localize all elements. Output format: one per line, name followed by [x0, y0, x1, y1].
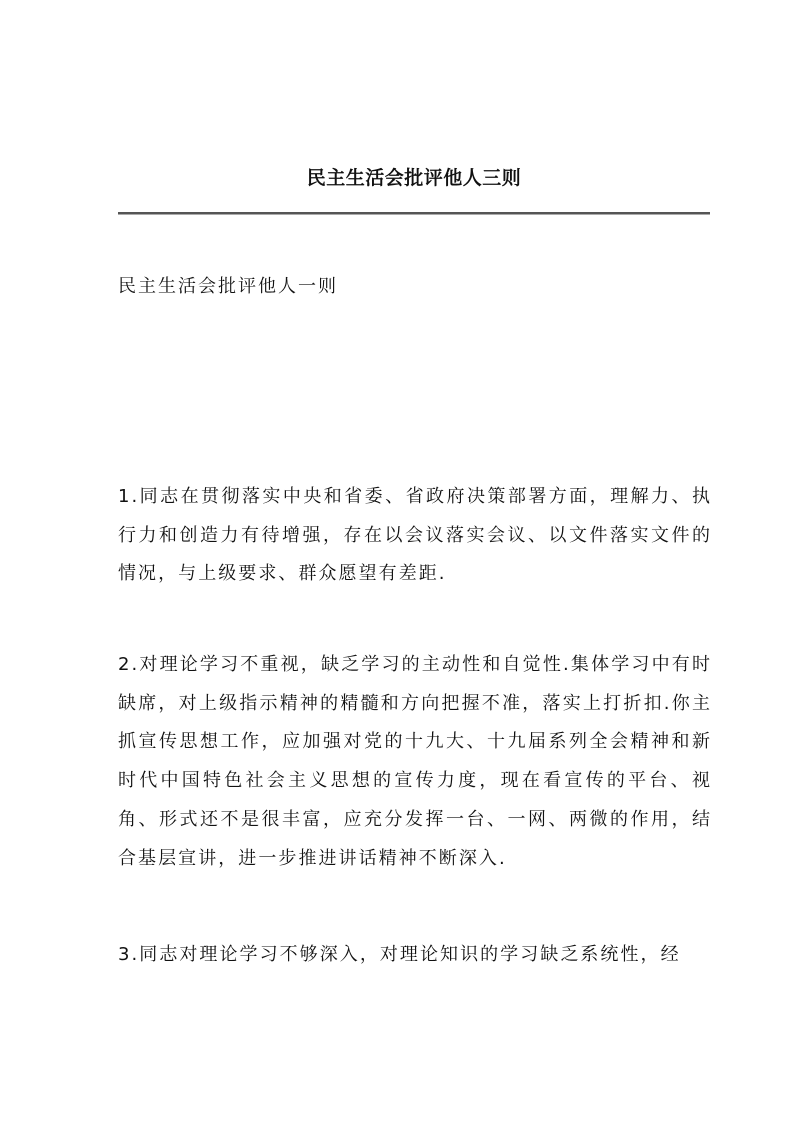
section-heading: 民主生活会批评他人一则: [118, 276, 338, 297]
paragraph-2: 2.对理论学习不重视，缺乏学习的主动性和自觉性.集体学习中有时缺席，对上级指示精神的精髓和方向把握不准，落实上打折扣.你主抓宣传思想工作，应加强对党的十九大、十九届系列全会精神和新时代中国特色社会主义思想的宣传力度，现在看宣传的平台、视角、形式还不是很丰富，应充分发挥一台、一网、两微的作用，结合基层宣讲，进一步推进讲话精神不断深入.: [118, 654, 712, 869]
title-divider: [118, 212, 710, 215]
paragraph-1: 1.同志在贯彻落实中央和省委、省政府决策部署方面，理解力、执行力和创造力有待增强，存在以会议落实会议、以文件落实文件的情况，与上级要求、群众愿望有差距.: [118, 486, 712, 585]
document-title: 民主生活会批评他人三则: [306, 167, 522, 189]
paragraph-3: 3.同志对理论学习不够深入，对理论知识的学习缺乏系统性，经: [118, 944, 681, 965]
